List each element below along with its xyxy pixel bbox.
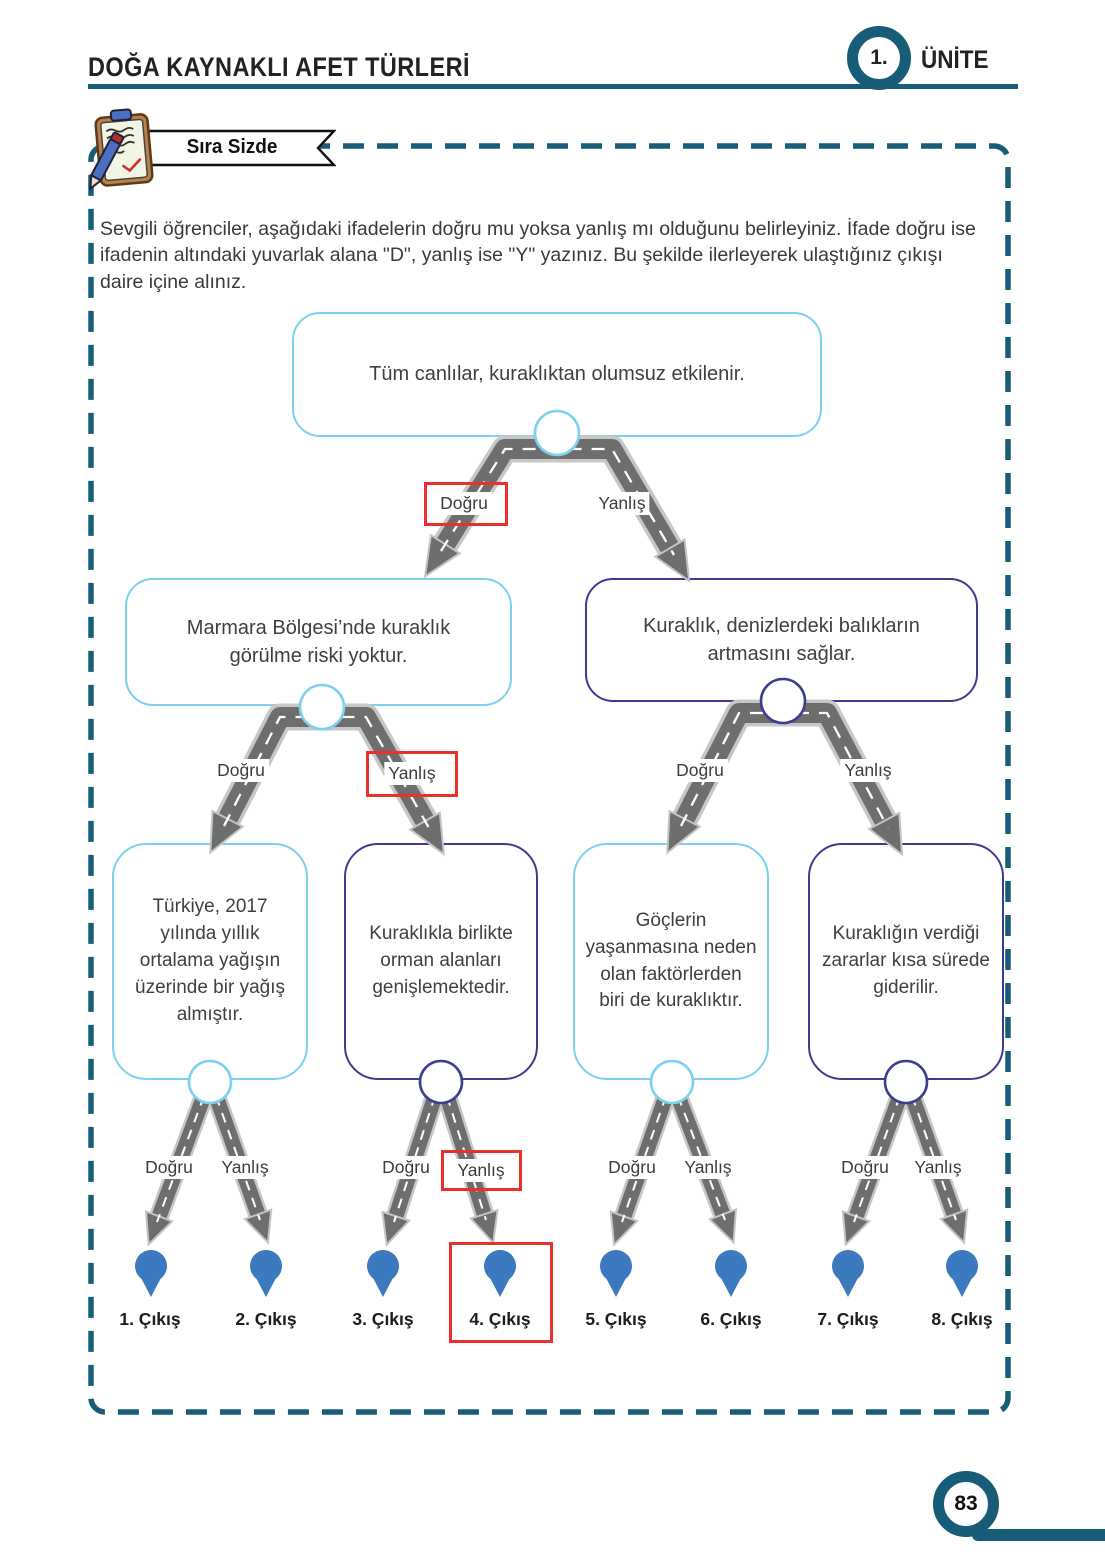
exit-pin-7 <box>832 1250 864 1297</box>
selected-exit-highlight <box>449 1242 553 1343</box>
unit-number-badge <box>847 26 911 90</box>
instructions-text: Sevgili öğrenciler, aşağıdaki ifadelerin doğru mu yoksa yanlış mı olduğunu belirleyiniz. İfade doğru ise ifadenin altındaki yuvarlak alana "D", yanlış ise "Y" yazınız. Bu şekilde ilerleyerek ulaştığınız çıkışı daire içine alınız. <box>100 217 976 293</box>
branch-label-yanlis: Yanlış <box>384 762 439 785</box>
branch-label-dogru: Doğru <box>436 492 492 515</box>
footer-rule <box>972 1529 1105 1541</box>
page-number-badge <box>933 1471 999 1537</box>
statement-box-level2-left <box>125 578 512 706</box>
banner-label: Sıra Sizde <box>186 136 278 158</box>
branch-label-yanlis: Yanlış <box>453 1159 508 1182</box>
statement-box-root <box>292 312 822 437</box>
exit-pin-2 <box>250 1250 282 1297</box>
statement-text: Kuraklığın verdiği zararlar kısa sürede giderilir. <box>822 923 990 998</box>
page-title: DOĞA KAYNAKLI AFET TÜRLERİ <box>88 52 470 82</box>
branch-label-yanlis: Yanlış <box>910 1156 965 1179</box>
selected-answer-highlight-level1 <box>424 482 508 526</box>
exit-pins <box>135 1250 978 1297</box>
clipboard-icon <box>84 104 162 201</box>
statement-text: Kuraklık, denizlerdeki balıkların artmasını sağlar. <box>643 614 920 665</box>
exit-pin-1 <box>135 1250 167 1297</box>
branch-label-yanlis: Yanlış <box>217 1156 272 1179</box>
page-number: 83 <box>954 1492 978 1515</box>
exit-pin-5 <box>600 1250 632 1297</box>
branch-label-dogru: Doğru <box>604 1156 660 1179</box>
statement-box-level3-3 <box>573 843 769 1080</box>
branch-label-dogru: Doğru <box>672 759 728 782</box>
statement-text: Marmara Bölgesi’nde kuraklık görülme riski yoktur. <box>186 616 451 667</box>
exit-label-1: 1. Çıkış <box>119 1309 181 1329</box>
exit-label-7: 7. Çıkış <box>817 1309 879 1329</box>
statement-text: Tüm canlılar, kuraklıktan olumsuz etkilenir. <box>369 363 745 386</box>
unit-number: 1. <box>870 46 888 69</box>
statement-box-level3-2 <box>344 843 538 1080</box>
statement-text: Türkiye, 2017 yılında yıllık ortalama yağışın üzerinde bir yağış almıştır. <box>135 896 285 1025</box>
exit-label-2: 2. Çıkış <box>235 1309 297 1329</box>
selected-answer-highlight-level3 <box>441 1150 522 1191</box>
statement-box-level3-4 <box>808 843 1004 1080</box>
branch-label-yanlis: Yanlış <box>680 1156 735 1179</box>
exit-label-5: 5. Çıkış <box>585 1309 647 1329</box>
exit-label-6: 6. Çıkış <box>700 1309 762 1329</box>
exit-pin-8 <box>946 1250 978 1297</box>
unit-label: ÜNİTE <box>921 46 989 74</box>
statement-text: Kuraklıkla birlikte orman alanları genişlemektedir. <box>369 923 513 998</box>
exit-pin-3 <box>367 1250 399 1297</box>
branch-label-dogru: Doğru <box>378 1156 434 1179</box>
statement-box-level3-1 <box>112 843 308 1080</box>
exit-pin-6 <box>715 1250 747 1297</box>
statement-box-level2-right <box>585 578 978 702</box>
sira-sizde-banner <box>136 129 336 167</box>
branch-label-yanlis: Yanlış <box>840 759 895 782</box>
branch-label-dogru: Doğru <box>141 1156 197 1179</box>
road-level3 <box>157 1096 956 1222</box>
statement-text: Göçlerin yaşanmasına neden olan faktörlerden biri de kuraklıktır. <box>585 909 757 1012</box>
exit-label-8: 8. Çıkış <box>931 1309 993 1329</box>
selected-answer-highlight-level2 <box>366 751 458 797</box>
branch-label-yanlis: Yanlış <box>594 492 649 515</box>
exit-label-3: 3. Çıkış <box>352 1309 414 1329</box>
branch-label-dogru: Doğru <box>837 1156 893 1179</box>
exit-label-4: 4. Çıkış <box>469 1309 531 1329</box>
branch-label-dogru: Doğru <box>213 759 269 782</box>
